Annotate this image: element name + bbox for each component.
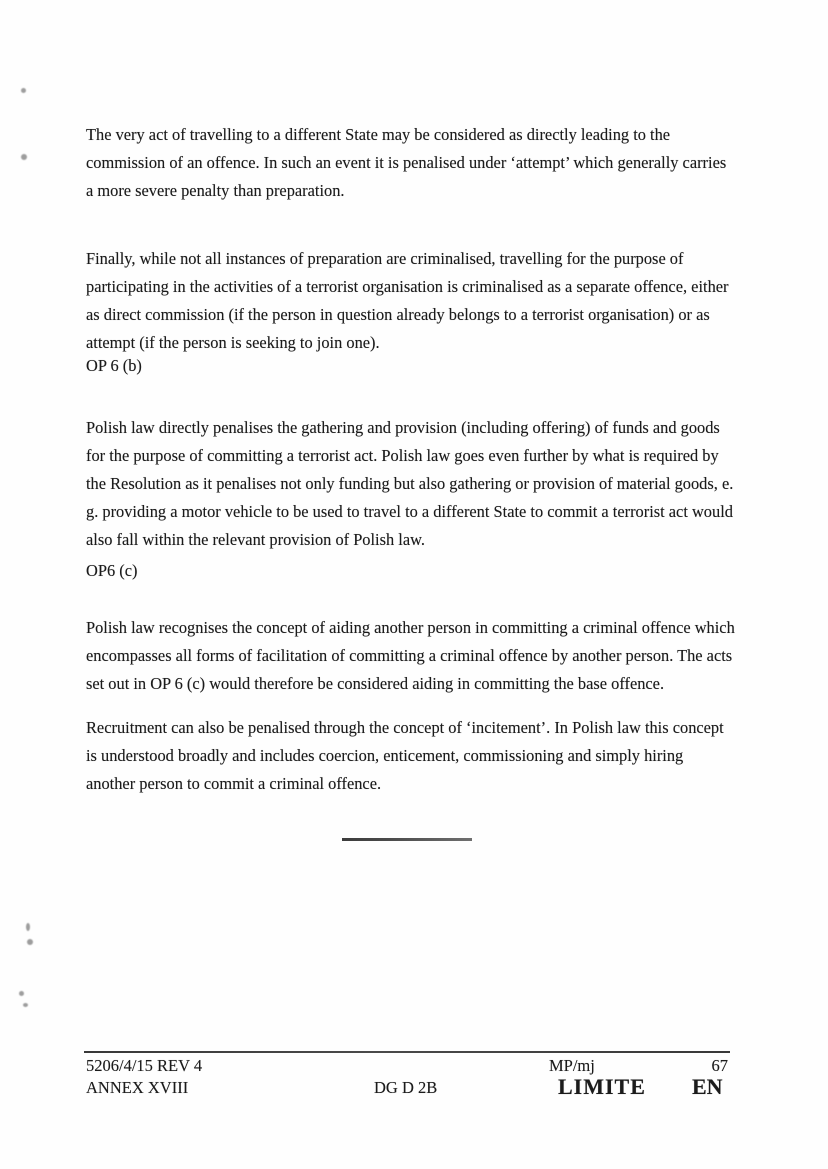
footer-language-code: EN xyxy=(692,1074,723,1099)
footer-directorate: DG D 2B xyxy=(374,1078,438,1097)
footer-annex: ANNEX XVIII xyxy=(86,1078,189,1097)
paragraph-recruitment-incitement: Recruitment can also be penalised through the concept of ‘incitement’. In Polish law this concept is understood broadly and includes coercion, enticement, commissioning and simply hiring another person to commit a criminal offence. xyxy=(86,718,728,794)
paragraph-travelling-attempt: The very act of travelling to a different State may be considered as directly leading to the commission of an offence. In such an event it is penalised under ‘attempt’ which generally carries a more severe penalty than preparation. xyxy=(86,125,731,201)
paragraph-aiding-offence: Polish law recognises the concept of aiding another person in committing a criminal offence which encompasses all forms of facilitation of committing a criminal offence by another person. The acts set out in OP 6 (c) would therefore be considered aiding in committing the base offence. xyxy=(86,618,739,694)
section-heading-op6c: OP6 (c) xyxy=(86,561,138,580)
scan-artifact xyxy=(27,939,33,945)
footer-author-initials: MP/mj xyxy=(549,1056,595,1075)
footer-page-number: 67 xyxy=(711,1056,728,1075)
scan-artifact xyxy=(23,1003,28,1007)
footer-divider xyxy=(84,1051,730,1053)
section-heading-op6b: OP 6 (b) xyxy=(86,356,142,375)
paragraph-preparation-criminalised: Finally, while not all instances of preparation are criminalised, travelling for the purpose of participating in the activities of a terrorist organisation is criminalised as a separate offence, either as direct commission (if the person in question already belongs to a terrorist organisation) or as attempt (if the person is seeking to join one). xyxy=(86,249,733,353)
footer-doc-number: 5206/4/15 REV 4 xyxy=(86,1056,203,1075)
scan-artifact xyxy=(21,88,26,93)
scan-artifact xyxy=(26,923,30,931)
footer-classification-limite: LIMITE xyxy=(558,1074,646,1099)
scan-artifact xyxy=(21,154,27,160)
paragraph-polish-law-funding: Polish law directly penalises the gathering and provision (including offering) of funds and goods for the purpose of committing a terrorist act. Polish law goes even further by what is required by the Resolution as it penalises not only funding but also gathering or provision of material goods, e. g. providing a motor vehicle to be used to travel to a different State to commit a terrorist act would also fall within the relevant provision of Polish law. xyxy=(86,418,738,550)
scan-artifact xyxy=(19,991,24,996)
section-divider xyxy=(342,838,472,841)
